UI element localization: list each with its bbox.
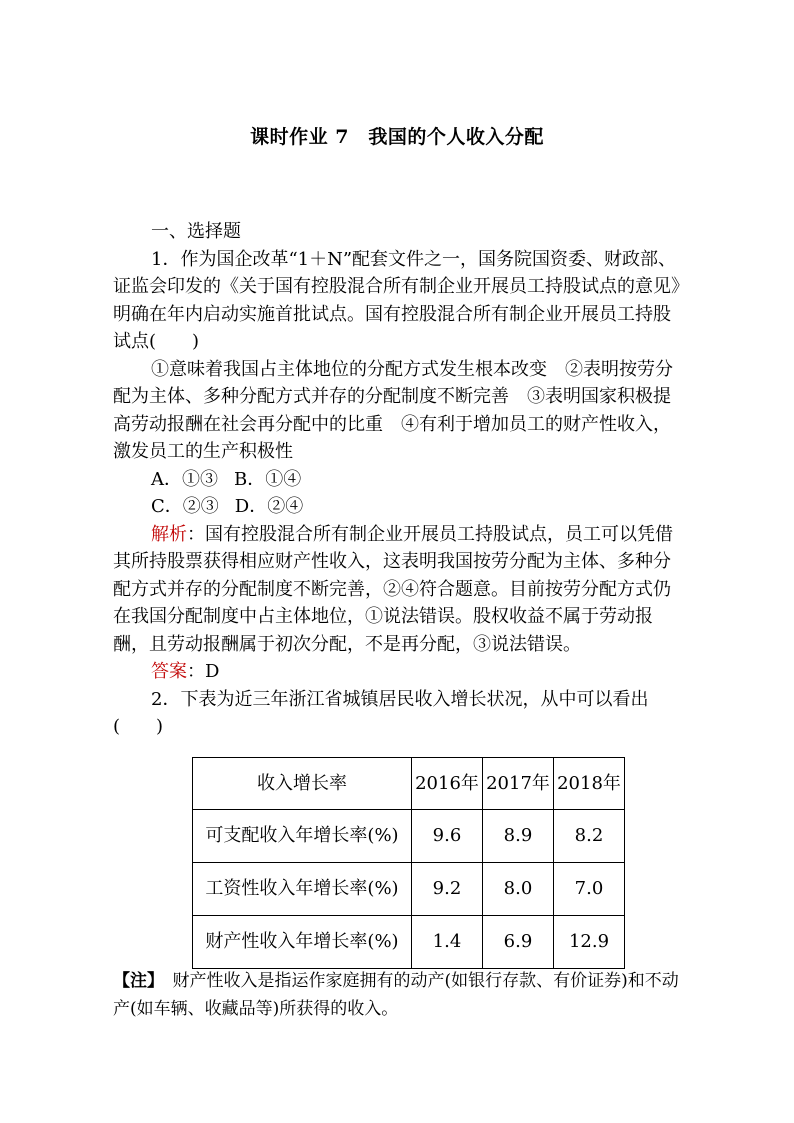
- income-growth-table: [192, 757, 625, 969]
- table-cell: 7.0: [554, 863, 625, 916]
- table-cell: 1.4: [412, 916, 483, 969]
- question-1-options-row-2: [113, 493, 683, 521]
- table-row-label: 财产性收入年增长率(%): [193, 916, 412, 969]
- table-header-cell: 收入增长率: [193, 758, 412, 810]
- analysis-label: 解析: [151, 523, 187, 545]
- table-header-row: [193, 758, 625, 810]
- analysis-text: ：国有控股混合所有制企业开展员工持股试点，员工可以凭借其所持股票获得相应财产性收入，这表明我国按劳分配为主体、多种分配方式并存的分配制度不断完善，②④符合题意。目前按劳分配方式仍在我国分配制度中占主体地位，①说法错误。股权收益不属于劳动报酬，且劳动报酬属于初次分配，不是再分配，③说法错误。: [113, 523, 673, 655]
- table-header-cell: 2017年: [483, 758, 554, 810]
- question-2-stem: 2．下表为近三年浙江省城镇居民收入增长状况，从中可以看出( ): [113, 688, 649, 737]
- question-1-options-row-1: [113, 466, 683, 494]
- question-content: [113, 218, 683, 741]
- table-cell: 8.2: [554, 810, 625, 863]
- question-1-stem: 1．作为国企改革“1＋N”配套文件之一，国务院国资委、财政部、证监会印发的《关于国有控股混合所有制企业开展员工持股试点的意见》明确在年内启动实施首批试点。国有控股混合所有制企业开展员工持股试点( ): [113, 248, 680, 352]
- table-cell: 8.0: [483, 863, 554, 916]
- table-cell: 9.6: [412, 810, 483, 863]
- table-header-cell: 2016年: [412, 758, 483, 810]
- table-cell: 6.9: [483, 916, 554, 969]
- question-1-answer: [113, 658, 683, 686]
- option-c: C．②③: [151, 496, 219, 517]
- table-row: [193, 916, 625, 969]
- table-cell: 9.2: [412, 863, 483, 916]
- note-text: 财产性收入是指运作家庭拥有的动产(如银行存款、有价证券)和不动产(如车辆、收藏品等)所获得的收入。: [113, 971, 679, 1019]
- table-row-label: 工资性收入年增长率(%): [193, 863, 412, 916]
- answer-text: ：D: [187, 661, 220, 682]
- note-tag: 【注】: [113, 971, 156, 991]
- table-row: [193, 810, 625, 863]
- option-d: D．②④: [234, 496, 304, 517]
- table-row: [193, 863, 625, 916]
- table-row-label: 可支配收入年增长率(%): [193, 810, 412, 863]
- question-1-statements: ①意味着我国占主体地位的分配方式发生根本改变 ②表明按劳分配为主体、多种分配方式并存的分配制度不断完善 ③表明国家积极提高劳动报酬在社会再分配中的比重 ④有利于增加员工的财产性收入，激发员工的生产积极性: [113, 358, 673, 462]
- table-note: [113, 967, 683, 1023]
- answer-label: 答案: [151, 661, 187, 682]
- section-heading: 一、选择题: [151, 221, 241, 242]
- question-1-analysis: [113, 521, 683, 659]
- option-a: A．①③: [151, 468, 218, 490]
- table-cell: 8.9: [483, 810, 554, 863]
- table-cell: 12.9: [554, 916, 625, 969]
- page-title: 课时作业 7 我国的个人收入分配: [250, 126, 544, 148]
- option-b: B．①④: [234, 468, 302, 490]
- table-header-cell: 2018年: [554, 758, 625, 810]
